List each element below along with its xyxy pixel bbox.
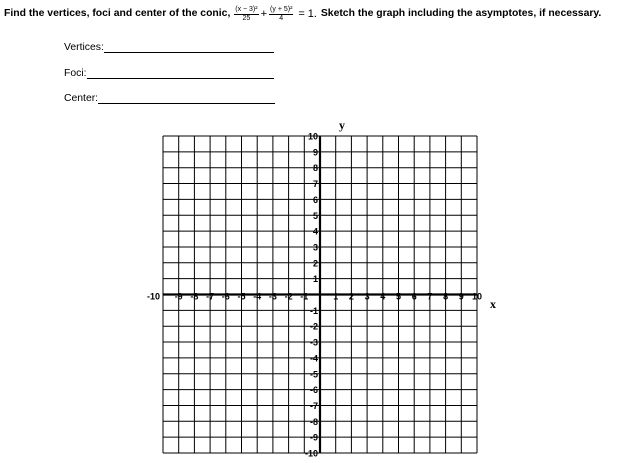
y-tick-label: -7: [309, 400, 318, 411]
y-tick-label: 1: [312, 274, 318, 285]
y-tick-label: 9: [312, 147, 318, 158]
fraction-y-numerator: (y + 5)²: [270, 5, 293, 13]
y-tick-label: 5: [312, 210, 318, 221]
x-tick-label: -1: [300, 291, 309, 302]
x-tick-label: 2: [348, 291, 354, 302]
x-tick-label: 4: [380, 291, 386, 302]
fraction-x-numerator: (x − 3)²: [235, 5, 258, 13]
y-tick-label: 7: [312, 179, 318, 190]
y-tick-label: 8: [312, 163, 318, 174]
x-tick-label: -7: [206, 291, 215, 302]
fraction-x-denominator: 25: [242, 14, 251, 22]
x-tick-label: -5: [237, 291, 246, 302]
x-tick-label: 1: [333, 291, 339, 302]
question-suffix: Sketch the graph including the asymptotes, if necessary.: [320, 8, 602, 19]
x-axis-label: x: [490, 297, 496, 311]
foci-label: Foci:: [64, 68, 87, 79]
x-tick-labels: [147, 292, 482, 302]
y-tick-label: -1: [309, 305, 318, 316]
x-tick-label: -8: [190, 291, 199, 302]
x-tick-label: 6: [411, 291, 417, 302]
y-tick-label: -2: [309, 321, 318, 332]
x-tick-label: -2: [284, 291, 293, 302]
y-tick-label: -5: [309, 369, 318, 380]
y-axis-label: y: [339, 118, 345, 132]
y-tick-label: -4: [309, 353, 318, 364]
plus-sign: +: [260, 8, 268, 20]
question-prefix: Find the vertices, foci and center of the conic,: [4, 8, 231, 19]
y-tick-label: 4: [312, 226, 318, 237]
y-tick-label: -6: [309, 385, 318, 396]
y-tick-label: 10: [307, 131, 318, 142]
y-tick-label: 6: [312, 194, 318, 205]
y-tick-label: -10: [304, 448, 318, 459]
y-tick-label: 3: [312, 242, 318, 253]
center-label: Center:: [64, 93, 99, 104]
x-tick-label: -3: [268, 291, 277, 302]
x-tick-label: -9: [174, 291, 183, 302]
y-tick-label: -9: [309, 432, 318, 443]
x-tick-label: 5: [395, 291, 402, 302]
x-tick-label: 10: [471, 291, 483, 302]
vertices-label: Vertices:: [64, 42, 104, 53]
y-tick-label: 2: [312, 258, 318, 269]
x-tick-label: 9: [458, 291, 464, 302]
x-tick-label: -10: [146, 291, 160, 302]
x-tick-label: -4: [253, 291, 262, 302]
x-tick-label: 8: [443, 291, 449, 302]
y-tick-label: -8: [309, 416, 318, 427]
y-tick-label: -3: [309, 337, 318, 348]
fraction-y-denominator: 4: [279, 14, 284, 22]
equals-one: = 1.: [298, 8, 317, 20]
x-tick-label: -6: [221, 291, 230, 302]
x-tick-label: 7: [427, 291, 433, 302]
x-tick-label: 3: [364, 291, 370, 302]
